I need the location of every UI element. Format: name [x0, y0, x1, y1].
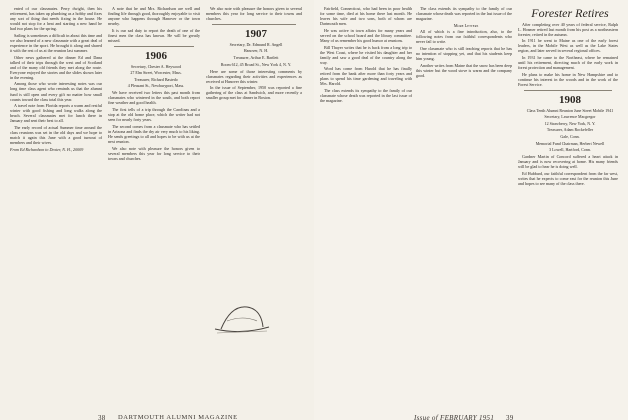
right-column-3: [518, 6, 618, 392]
class-1906-heading: 1906: [145, 49, 167, 62]
paragraph: ented of our classmates. Perry dwight, then his retirement, has taken up plumbing as a hobby and fixes any sort of thing that needs fixing in the house. He would not stop for a heat and starting a new hand he had two plans for the spring.: [10, 6, 102, 32]
paragraph: A note that he and Mrs. Richardson are well and finding life through good, thoroughly enjoyable to visit anyone who happens through Hanover or the town nearby.: [108, 6, 200, 27]
paragraph: The class extends its sympathy to the family of our classmate whose death was reported in the last issue of the magazine.: [416, 6, 512, 22]
treasurer: Treasurer, Arthur E. Bartlett: [233, 54, 279, 60]
paragraph: The first tells of a trip through the Carolinas and a stop at the old home place, which the writer had not seen for nearly forty years.: [108, 107, 200, 123]
secretary: Secretary, Dr. Edmund R. Angell: [229, 41, 283, 47]
paragraph: The early record of actual Summer time around the class reunions was set in the old days and we hope to match it again this June with a good turnout of members and their wives.: [10, 125, 102, 146]
paragraph: He plans to make his home in New Hampshire and to continue his interest in the woods and in the work of the Forest Service.: [518, 71, 618, 87]
paragraph: In 1911 he went to Maine as one of the early forest leaders, in the Mobile West as well as the Lake States region, and later served in several regional offices.: [518, 38, 618, 54]
secretary: Secretary, Chester A. Heywood: [130, 63, 182, 69]
reunion-note: Class Tenth Alumni Reunion June Street Mobile 1941: [526, 107, 614, 113]
signoff: From Ed Richardson to Dexter, N. H., 20009: [10, 146, 84, 152]
memorial-chairman: Memorial Fund Chairman, Herbert Newell: [535, 140, 605, 146]
paragraph: In 1931 he came to the Northeast, where he remained until his retirement, directing much of the early work in forest protection and management.: [518, 55, 618, 71]
class-1907-heading: 1907: [245, 28, 267, 41]
hat-sketch-illustration: [213, 295, 271, 341]
paragraph: We also note with pleasure the honors given to several members this year for long service to their towns and churches.: [206, 6, 302, 22]
paragraph: All of which is a fine introduction, also, to the following notes from our faithful correspondents who never fail to write.: [416, 29, 512, 45]
paragraph: Sailing is sometimes a difficult in about this time and we also learned of a new classmate with a great deal of experience in the sport. He brought it along and shared it with the rest of us at the reunion last summer.: [10, 32, 102, 53]
class-1908-heading: 1908: [559, 93, 581, 106]
page-number: 38: [98, 414, 106, 420]
paragraph: After completing over 40 years of federal service, Ralph L. Hosmer retired last month from his post as a northeastern forester, retired in the autumn.: [518, 21, 618, 37]
more-letters-heading: More Letters: [453, 22, 479, 28]
treasurer-address: 4 Pleasant St., Newburyport, Mass.: [127, 83, 185, 89]
address: 27 Elm Street, Worcester, Mass.: [130, 70, 182, 76]
paragraph: We also note with pleasure the honors given to several members this year for long service to their towns and churches.: [108, 145, 200, 161]
divider: [212, 24, 296, 25]
address: 12 Strawberry, New York, N. Y.: [544, 120, 596, 126]
divider: [114, 46, 194, 47]
paragraph: Among those who wrote interesting notes was our long time class agent who reminds us that the alumni fund is still open and every gift no matter how small counts toward the class total this year.: [10, 81, 102, 102]
paragraph: Fairfield, Connecticut, who had been in poor health for some time, died at his home there last month. He leaves his wife and two sons, both of whom are Dartmouth men.: [320, 6, 412, 27]
left-column-2: [108, 6, 200, 392]
treasurer-address: Gale, Conn.: [560, 133, 580, 139]
secretary: Secretary, Lawrence Macgregor: [544, 114, 596, 120]
paragraph: Ed Hubbard, our faithful correspondent from the far west, writes that he expects to come east for the reunion this June and hopes to see many of the class there.: [518, 170, 618, 186]
paragraph: Other news gathered at the dinner Ed and Dana talked of their trips through the west and of Scotland and of the many old friends they met along the route. Everyone enjoyed the stories and the slides shown later in the evening.: [10, 54, 102, 80]
treasurer: Treasurer, Adam Rockefeller: [546, 127, 594, 133]
left-column-1: [10, 6, 102, 392]
paragraph: It is our sad duty to report the death of one of the finest men the class has known. He will be greatly missed.: [108, 27, 200, 43]
paragraph: Word has come from Harold that he has finally retired from the bank after more than forty years and plans to spend his time gardening and traveling with Mrs. Harold.: [320, 66, 412, 87]
issue-date: Issue of FEBRUARY 1951: [414, 414, 495, 420]
paragraph: Bill Thayer writes that he is back from a long trip to the West Coast, where he visited his daughter and her family and saw a good deal of the country along the way.: [320, 44, 412, 65]
page-number: 39: [506, 414, 514, 420]
divider: [524, 90, 612, 91]
paragraph: One classmate who is still teaching reports that he has no intention of stopping yet, and that his students keep him young.: [416, 46, 512, 62]
left-column-3: [206, 6, 302, 296]
memorial-address: 3 Lowell, Hartford, Conn.: [549, 147, 591, 153]
paragraph: The second comes from a classmate who has settled in Arizona and finds the dry air very much to his liking. He sends greetings to all and hopes to be with us at the next reunion.: [108, 123, 200, 144]
right-column-2: [416, 6, 512, 392]
paragraph: Here are some of those interesting comments by classmates regarding their activities and experiences as received at Hanover this winter.: [206, 68, 302, 84]
forester-retires-heading: Forester Retires: [531, 6, 609, 20]
treasurer: Treasurer, Richard Bastedo: [134, 76, 178, 82]
paragraph: A travel note from Florida reports a warm and restful winter with good fishing and long walks along the beach. Several classmates met for lunch there in January and sent their best to all.: [10, 103, 102, 124]
paragraph: He was active in town affairs for many years and served on the school board and the library committee. Many of us remember his good humor at reunions.: [320, 27, 412, 43]
paragraph: We have received two letters this past month from classmates who wintered in the south, and both report fine weather and good health.: [108, 90, 200, 106]
address: Hanover, N. H.: [243, 48, 269, 54]
right-column-1: [320, 6, 412, 392]
paragraph: Another writes from Maine that the snow has been deep this winter but the wood stove is warm and the company good.: [416, 62, 512, 78]
paragraph: In the issue of September, 1950 was reported a fine gathering of the class at Sandwich, and more recently a smaller group met for dinner in Boston.: [206, 85, 302, 101]
paragraph: Gardner Martin of Concord suffered a heart attack in January and is now recovering at home. His many friends will be glad to hear he is doing well.: [518, 154, 618, 170]
treasurer-address: Room 612, 45 Broad St., New York 4, N. Y.: [220, 61, 292, 67]
right-page: [314, 0, 628, 420]
paragraph: The class extends its sympathy to the family of our classmate whose death was reported in the last issue of the magazine.: [320, 88, 412, 104]
magazine-title: DARTMOUTH ALUMNI MAGAZINE: [118, 414, 238, 420]
